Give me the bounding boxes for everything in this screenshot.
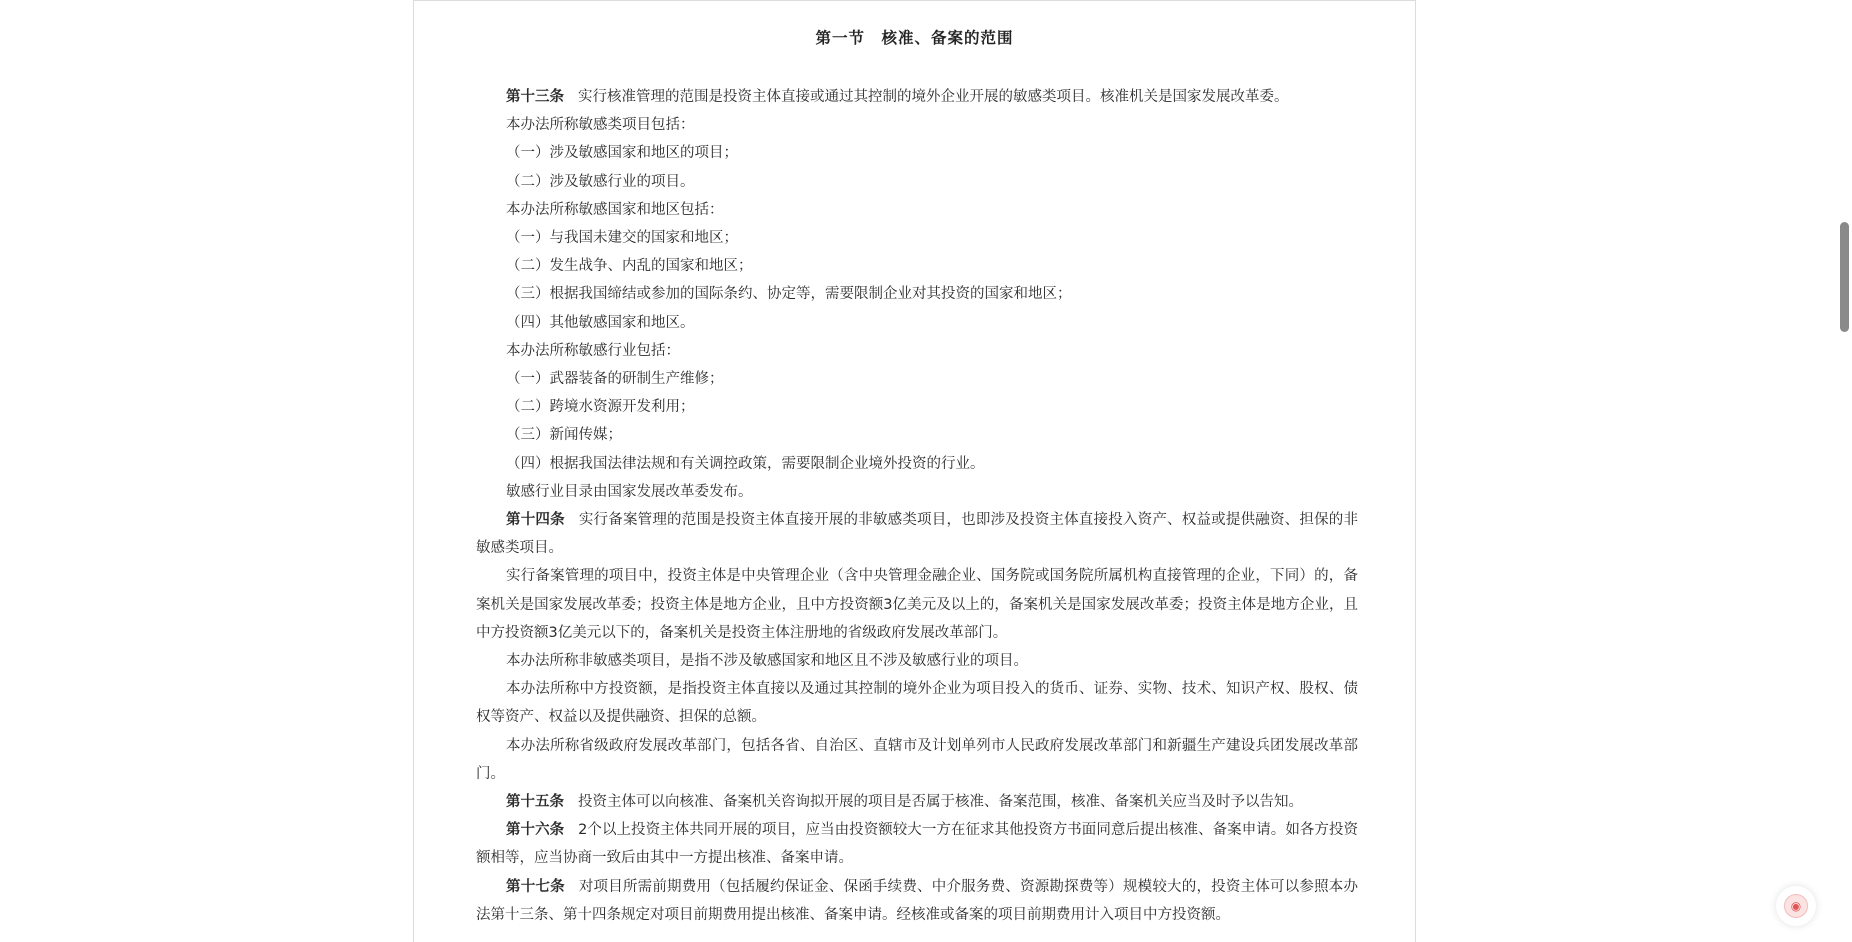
paragraph	[476, 280, 1358, 308]
paragraph-text: 本办法所称省级政府发展改革部门，包括各省、自治区、直辖市及计划单列市人民政府发展改革部门和新疆生产建设兵团发展改革部门。	[476, 737, 1358, 782]
paragraph	[476, 675, 1358, 731]
paragraph-text: （一）武器装备的研制生产维修；	[506, 371, 724, 388]
floating-action-button[interactable]	[1776, 886, 1816, 926]
article-paragraph	[476, 788, 1358, 816]
paragraph	[476, 252, 1358, 280]
vertical-scrollbar[interactable]	[1838, 0, 1852, 942]
paragraph	[476, 647, 1358, 675]
article-paragraph	[476, 873, 1358, 929]
article-paragraph	[476, 506, 1358, 562]
paragraph-text: 本办法所称敏感国家和地区包括：	[506, 201, 724, 218]
paragraph-text: （四）根据我国法律法规和有关调控政策，需要限制企业境外投资的行业。	[506, 455, 985, 472]
paragraph	[476, 450, 1358, 478]
paragraph-text: （一）与我国未建交的国家和地区；	[506, 230, 738, 247]
paragraph	[476, 478, 1358, 506]
paragraph-text: 实行核准管理的范围是投资主体直接或通过其控制的境外企业开展的敏感类项目。核准机关是国家发展改革委。	[578, 89, 1289, 105]
paragraph-text: 实行备案管理的项目中，投资主体是中央管理企业（含中央管理金融企业、国务院或国务院所属机构直接管理的企业，下同）的，备案机关是国家发展改革委；投资主体是地方企业，且中方投资额3亿美元及以上的，备案机关是国家发展改革委；投资主体是地方企业，且中方投资额3亿美元以下的，备案机关是投资主体注册地的省级政府发展改革部门。	[476, 568, 1358, 641]
paragraph-text: （四）其他敏感国家和地区。	[506, 314, 695, 331]
paragraph	[476, 111, 1358, 139]
paragraph	[476, 732, 1358, 788]
paragraph-text: 投资主体可以向核准、备案机关咨询拟开展的项目是否属于核准、备案范围，核准、备案机关应当及时予以告知。	[578, 794, 1303, 811]
paragraph-text: 2个以上投资主体共同开展的项目，应当由投资额较大一方在征求其他投资方书面同意后提出核准、备案申请。如各方投资额相等，应当协商一致后由其中一方提出核准、备案申请。	[476, 822, 1358, 867]
paragraph-text: （二）发生战争、内乱的国家和地区；	[506, 258, 753, 275]
paragraph-text: 本办法所称敏感行业包括：	[506, 342, 680, 359]
article-label: 第十五条	[506, 794, 564, 811]
article-label: 第十四条	[506, 512, 565, 529]
article-paragraph	[476, 816, 1358, 872]
paragraph-text: （三）新闻传媒；	[506, 427, 622, 444]
paragraph-text: （一）涉及敏感国家和地区的项目；	[506, 145, 738, 162]
paragraph-text: 本办法所称非敏感类项目，是指不涉及敏感国家和地区且不涉及敏感行业的项目。	[506, 653, 1028, 670]
feedback-icon: ◉	[1784, 894, 1808, 918]
paragraph	[476, 224, 1358, 252]
paragraph-text: （二）跨境水资源开发利用；	[506, 399, 695, 416]
paragraph-text: 本办法所称中方投资额，是指投资主体直接以及通过其控制的境外企业为项目投入的货币、证券、实物、技术、知识产权、股权、债权等资产、权益以及提供融资、担保的总额。	[476, 681, 1358, 726]
paragraph	[476, 196, 1358, 224]
article-label: 第十三条	[506, 89, 564, 105]
paragraph-text: 敏感行业目录由国家发展改革委发布。	[506, 483, 753, 500]
article-paragraph	[476, 83, 1358, 111]
paragraph	[476, 168, 1358, 196]
paragraph-text: （三）根据我国缔结或参加的国际条约、协定等，需要限制企业对其投资的国家和地区；	[506, 286, 1072, 303]
paragraph-text: 实行备案管理的范围是投资主体直接开展的非敏感类项目，也即涉及投资主体直接投入资产、权益或提供融资、担保的非敏感类项目。	[476, 512, 1359, 557]
scrollbar-thumb[interactable]	[1840, 222, 1849, 332]
article-label: 第十六条	[506, 822, 565, 839]
paragraph	[476, 337, 1358, 365]
document-page	[413, 0, 1416, 942]
paragraph	[476, 365, 1358, 393]
paragraph-text: 本办法所称敏感类项目包括：	[506, 117, 695, 134]
paragraph	[476, 421, 1358, 449]
paragraph-text: （二）涉及敏感行业的项目。	[506, 173, 695, 190]
paragraph	[476, 562, 1358, 647]
paragraph-text: 对项目所需前期费用（包括履约保证金、保函手续费、中介服务费、资源勘探费等）规模较大的，投资主体可以参照本办法第十三条、第十四条规定对项目前期费用提出核准、备案申请。经核准或备案的项目前期费用计入项目中方投资额。	[476, 878, 1359, 923]
article-label: 第十七条	[506, 878, 565, 895]
paragraph	[476, 393, 1358, 421]
document-body	[476, 83, 1358, 929]
paragraph	[476, 309, 1358, 337]
paragraph	[476, 139, 1358, 167]
section-title: 第一节 核准、备案的范围	[815, 29, 1014, 47]
